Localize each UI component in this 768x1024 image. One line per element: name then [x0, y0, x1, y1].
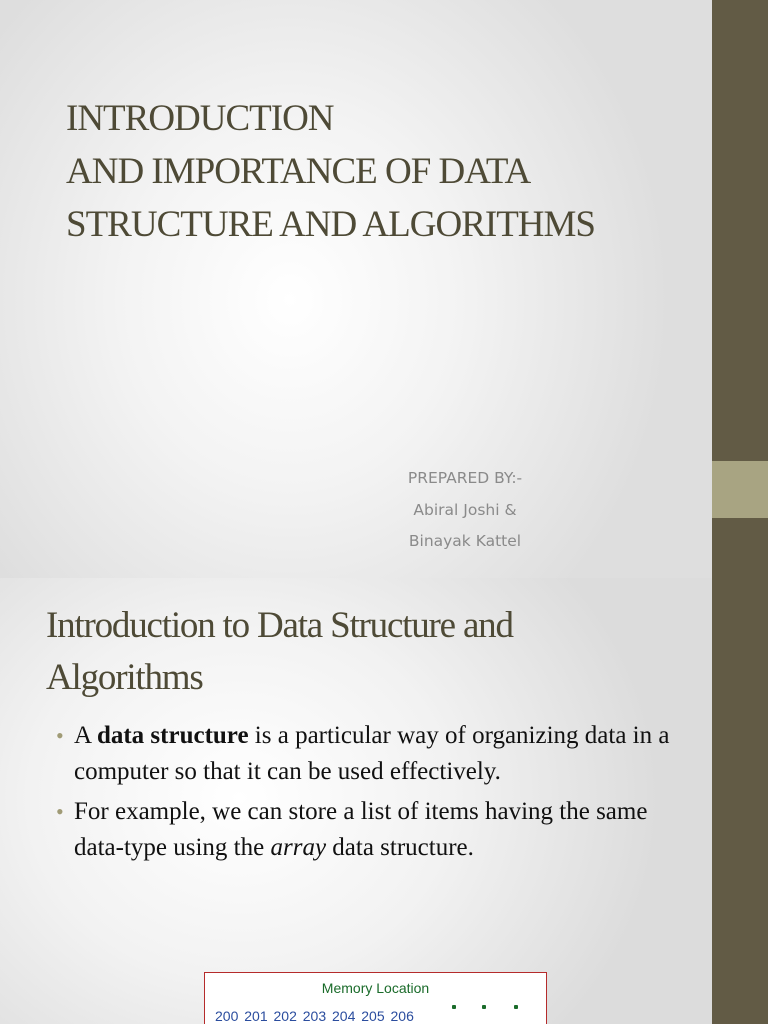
bullet-dot-icon: •: [56, 723, 64, 748]
title-line-1: INTRODUCTION: [66, 98, 334, 139]
bullet-list: [54, 718, 694, 866]
dot-mark: [452, 1005, 456, 1009]
memory-location-row: [215, 1008, 416, 1024]
bullet-dot-icon: •: [56, 799, 64, 824]
slide-title: [66, 92, 706, 251]
slide-heading: [46, 600, 686, 704]
bullet2-prefix: For example, we can store a list of items having the same data-type using the: [74, 798, 648, 861]
memory-location-cell: 202: [273, 1008, 297, 1024]
memory-location-cell: 200: [215, 1008, 239, 1024]
bullet1-bold-term: data structure: [96, 722, 249, 749]
heading-line-2: Algorithms: [46, 657, 203, 698]
memory-location-figure: [204, 972, 547, 1024]
title-line-2: AND IMPORTANCE OF DATA: [66, 151, 531, 192]
bullet1-prefix: A: [74, 722, 97, 749]
bullet-item: [54, 718, 694, 790]
author-1: Abiral Joshi &: [413, 500, 517, 519]
dot-mark: [514, 1005, 518, 1009]
memory-location-cell: 201: [244, 1008, 268, 1024]
title-line-3: STRUCTURE AND ALGORITHMS: [66, 204, 595, 245]
memory-location-cell: 206: [390, 1008, 414, 1024]
bullet-item: [54, 794, 694, 866]
sidebar-accent-block: [712, 461, 768, 518]
memory-figure-title: Memory Location: [321, 980, 430, 996]
bullet1-suffix: is a particular way of organizing data in a computer so that it can be used effectively.: [74, 722, 670, 785]
prepared-by-block: [380, 463, 550, 558]
bullet2-italic-term: array: [270, 834, 327, 861]
prepared-label: PREPARED BY:-: [407, 469, 523, 487]
author-2: Binayak Kattel: [408, 532, 522, 550]
memory-location-cell: 204: [332, 1008, 356, 1024]
memory-location-cell: 205: [361, 1008, 385, 1024]
heading-line-1: Introduction to Data Structure and: [46, 605, 513, 646]
bullet2-suffix: data structure.: [326, 834, 474, 861]
memory-location-cell: 203: [302, 1008, 327, 1024]
ellipsis-dots: [448, 1002, 528, 1012]
dot-mark: [482, 1005, 486, 1009]
